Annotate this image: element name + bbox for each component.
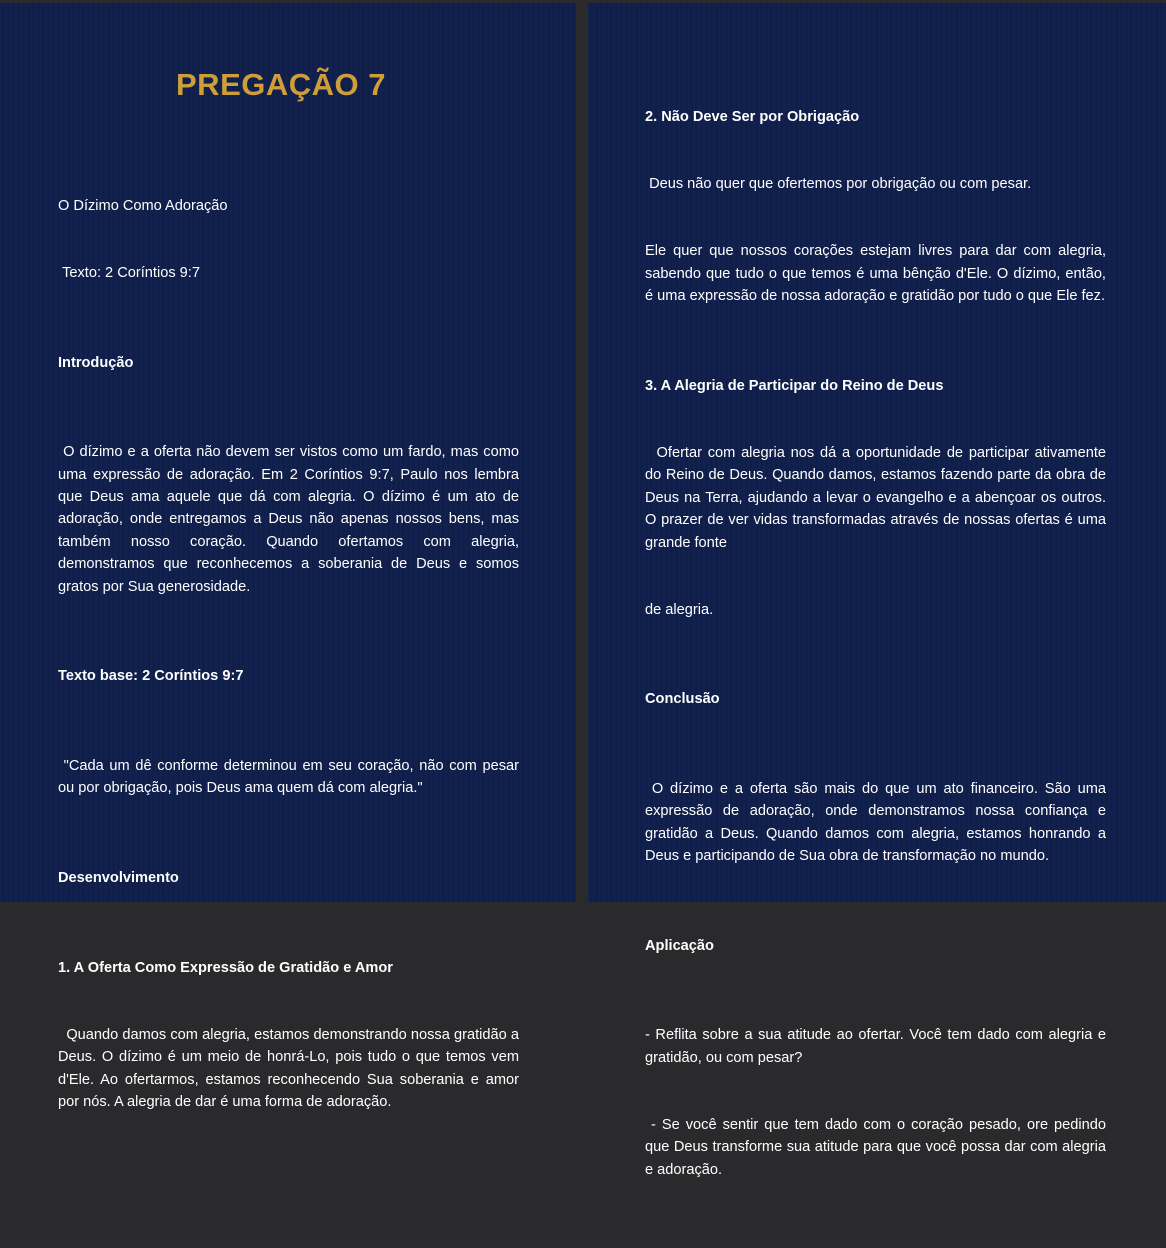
conclusion-heading: Conclusão (645, 691, 720, 708)
intro-heading: Introdução (58, 354, 134, 371)
point-1-heading: 1. A Oferta Como Expressão de Gratidão e Amor (58, 959, 393, 976)
point-2-heading: 2. Não Deve Ser por Obrigação (645, 108, 860, 125)
base-text-heading: Texto base: 2 Coríntios 9:7 (58, 668, 244, 685)
sermon-subtitle: O Dízimo Como Adoração (58, 197, 228, 214)
point-3-paragraph: Ofertar com alegria nos dá a oportunidade de participar ativamente do Reino de Deus. Quando damos, estamos fazendo parte da obra de Deus na Terra, ajudando a levar o evangelho e a abençoar os outros. O prazer de ver vidas transformadas através de nossas ofertas é uma grande fonte (645, 444, 1111, 551)
intro-paragraph: O dízimo e a oferta não devem ser vistos como um fardo, mas como uma expressão de adoração. Em 2 Coríntios 9:7, Paulo nos lembra que Deus ama aquele que dá com alegria. O dízimo é um ato de adoração, onde entregamos a Deus não apenas nossos bens, mas também nosso coração. Quando ofertamos com alegria, demonstramos que reconhecemos a soberania de Deus e somos gratos por Sua generosidade. (58, 444, 524, 595)
page-title: PREGAÇÃO 7 (176, 67, 386, 102)
application-item-1: - Reflita sobre a sua atitude ao ofertar. Você tem dado com alegria e gratidão, ou com pesar? (645, 1027, 1111, 1066)
document-page-left (0, 3, 576, 1110)
application-item-2: - Se você sentir que tem dado com o coração pesado, ore pedindo que Deus transforme sua atitude para que você possa dar com alegria e adoração. (645, 1117, 1111, 1178)
application-heading: Aplicação (645, 937, 714, 954)
point-1-paragraph: Quando damos com alegria, estamos demonstrando nossa gratidão a Deus. O dízimo é um meio de honrá-Lo, pois tudo o que temos vem d'Ele. Ao ofertarmos, estamos reconhecendo Sua soberania e amor por nós. A alegria de dar é uma forma de adoração. (58, 1026, 524, 1110)
point-3-heading: 3. A Alegria de Participar do Reino de Deus (645, 377, 944, 394)
page-body (645, 61, 1111, 1248)
point-2-intro: Deus não quer que ofertemos por obrigação ou com pesar. (645, 176, 1032, 193)
page-body (58, 150, 524, 1181)
document-page-right (588, 3, 1166, 1178)
conclusion-paragraph: O dízimo e a oferta são mais do que um ato financeiro. São uma expressão de adoração, onde demonstramos nossa confiança e gratidão a Deus. Quando damos com alegria, estamos honrando a Deus e participando de Sua obra de transformação no mundo. (645, 780, 1111, 865)
point-3-ending: de alegria. (645, 601, 714, 618)
scripture-reference: Texto: 2 Coríntios 9:7 (58, 265, 200, 282)
development-heading: Desenvolvimento (58, 869, 179, 886)
point-2-paragraph: Ele quer que nossos corações estejam livres para dar com alegria, sabendo que tudo o que temos é uma bênção d'Ele. O dízimo, então, é uma expressão de nossa adoração e gratidão por tudo o que Ele fez. (645, 243, 1111, 305)
base-text-quote: "Cada um dê conforme determinou em seu coração, não com pesar ou por obrigação, pois Deus ama quem dá com alegria." (58, 757, 524, 797)
